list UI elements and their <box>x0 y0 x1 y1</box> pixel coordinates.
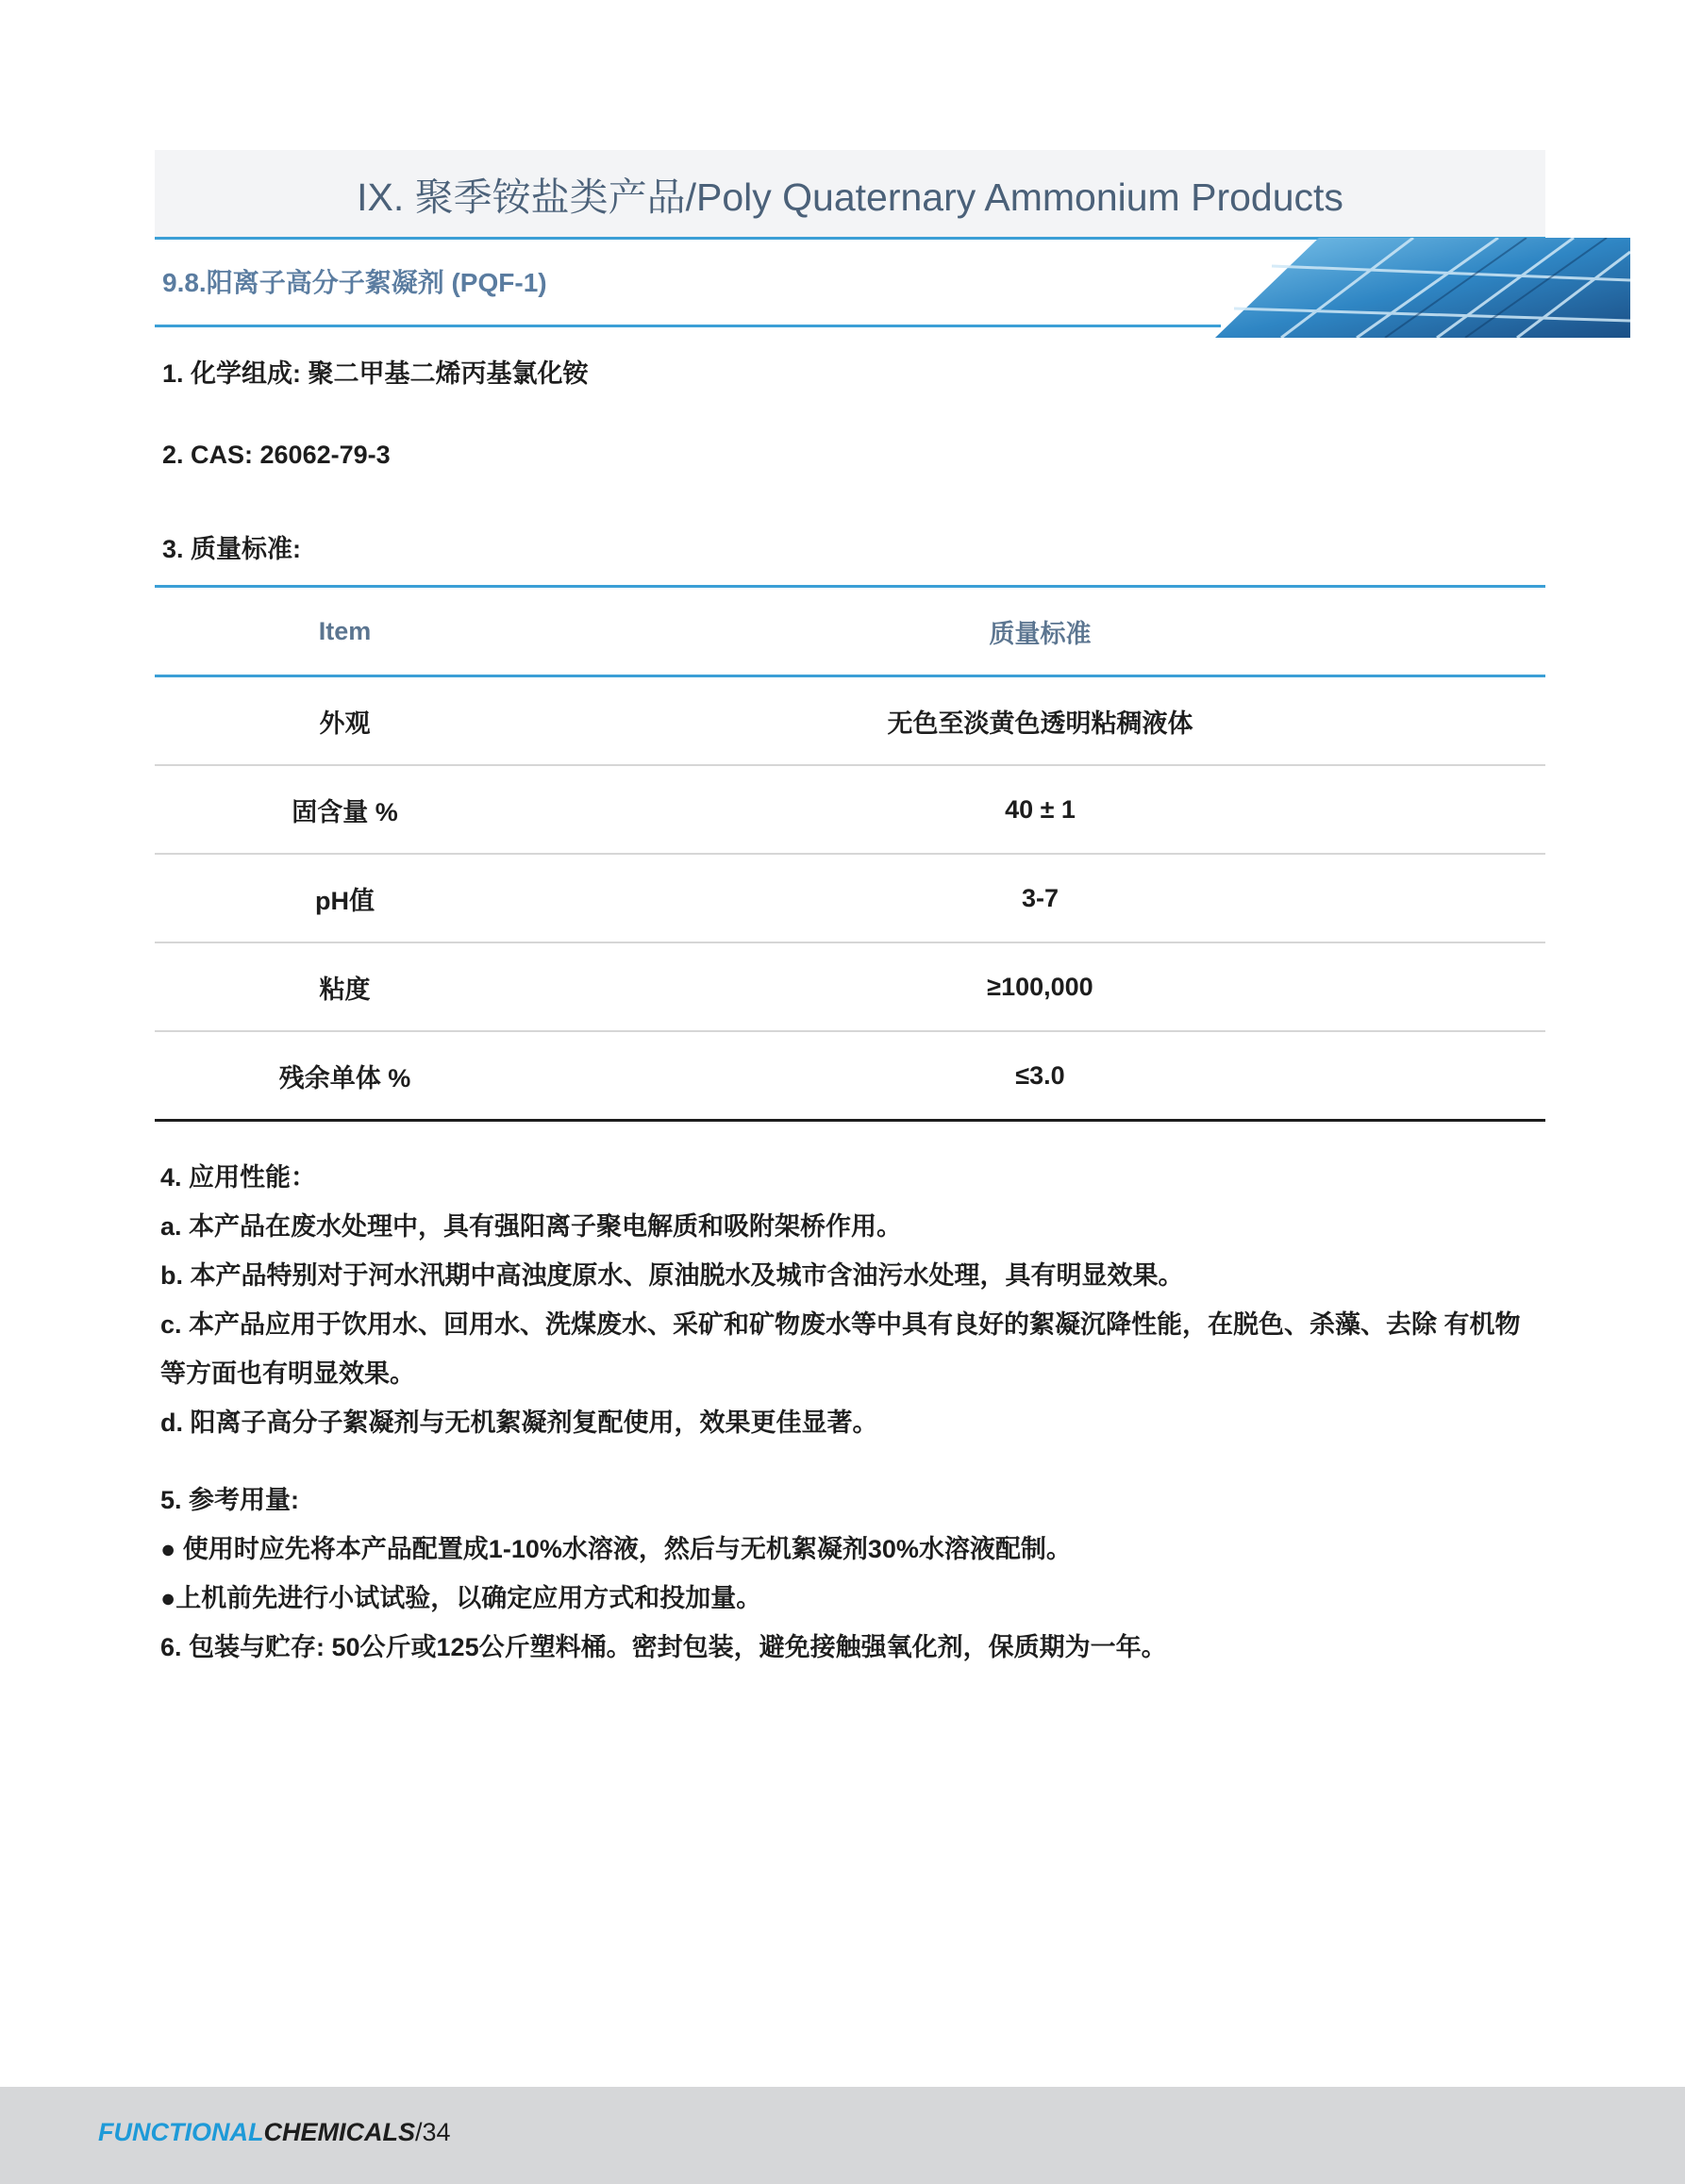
table-row <box>155 854 1545 942</box>
quality-standard-heading: 3. 质量标准: <box>162 535 302 563</box>
cas-number: 2. CAS: 26062-79-3 <box>162 441 391 469</box>
brand-functional: FUNCTIONAL <box>98 2118 264 2146</box>
dosage-heading: 5. 参考用量: <box>160 1486 300 1514</box>
table-cell: 3-7 <box>535 854 1545 942</box>
application-item-b: b. 本产品特别对于河水汛期中高浊度原水、原油脱水及城市含油污水处理，具有明显效果。 <box>160 1261 1184 1290</box>
table-row <box>155 1031 1545 1121</box>
table-cell: 无色至淡黄色透明粘稠液体 <box>535 676 1545 766</box>
table-cell: 粘度 <box>155 942 535 1031</box>
glass-building-image <box>1215 238 1630 338</box>
table-cell: ≤3.0 <box>535 1031 1545 1121</box>
table-cell: ≥100,000 <box>535 942 1545 1031</box>
brand-chemicals: CHEMICALS <box>263 2118 415 2146</box>
product-subtitle: 9.8.阳离子高分子絮凝剂 (PQF-1) <box>162 268 547 297</box>
table-cell: pH值 <box>155 854 535 942</box>
quality-standard-table <box>155 585 1545 1122</box>
chemical-composition: 1. 化学组成: 聚二甲基二烯丙基氯化铵 <box>162 359 589 388</box>
page-footer <box>0 2087 1685 2184</box>
subtitle-band <box>155 238 1221 327</box>
page-number: /34 <box>414 2118 451 2146</box>
table-cell: 残余单体 % <box>155 1031 535 1121</box>
table-header-row <box>155 587 1545 676</box>
footer-brand <box>98 2118 451 2147</box>
column-header-item: Item <box>155 587 535 676</box>
table-cell: 40 ± 1 <box>535 765 1545 854</box>
dosage-section <box>160 1475 1538 1672</box>
packaging-storage: 6. 包装与贮存: 50公斤或125公斤塑料桶。密封包装，避免接触强氧化剂，保质期为一年。 <box>160 1633 1167 1661</box>
table-cell: 外观 <box>155 676 535 766</box>
application-item-c: c. 本产品应用于饮用水、回用水、洗煤废水、采矿和矿物废水等中具有良好的絮凝沉降性能，在脱色、杀藻、去除 有机物等方面也有明显效果。 <box>160 1310 1521 1388</box>
table-row <box>155 676 1545 766</box>
table-cell: 固含量 % <box>155 765 535 854</box>
dosage-item: ● 使用时应先将本产品配置成1-10%水溶液，然后与无机絮凝剂30%水溶液配制。 <box>160 1535 1072 1563</box>
dosage-item: ●上机前先进行小试试验，以确定应用方式和投加量。 <box>160 1584 762 1612</box>
application-item-d: d. 阳离子高分子絮凝剂与无机絮凝剂复配使用，效果更佳显著。 <box>160 1409 878 1437</box>
page-title: IX. 聚季铵盐类产品/Poly Quaternary Ammonium Products <box>357 175 1343 219</box>
table-row <box>155 942 1545 1031</box>
application-section <box>160 1153 1538 1447</box>
table-row <box>155 765 1545 854</box>
column-header-standard: 质量标准 <box>535 587 1545 676</box>
application-item-a: a. 本产品在废水处理中，具有强阳离子聚电解质和吸附架桥作用。 <box>160 1212 903 1241</box>
application-heading: 4. 应用性能： <box>160 1163 317 1192</box>
title-band <box>155 150 1545 240</box>
